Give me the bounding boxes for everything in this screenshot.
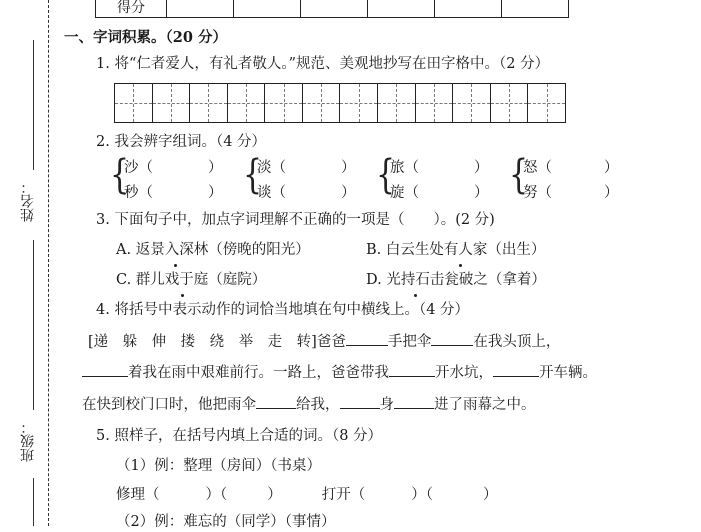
question-5: 5. 照样子，在括号内填上合适的词。（8 分） [96,428,383,444]
q5-text: ） [267,487,282,503]
fill-blank[interactable] [346,331,388,346]
pair2-bottom-close[interactable]: ） [341,185,356,201]
pair3-top-close[interactable]: ） [474,160,489,176]
score-cell [167,0,234,18]
q5-example-2: （2）例：难忘的（同学）（事情） [116,514,336,530]
fill-blank[interactable] [493,362,539,377]
pair3-top: 旅（ [390,160,419,176]
grid-cell[interactable] [153,84,191,122]
q4-line1 [88,331,560,352]
fill-blank[interactable] [256,394,296,409]
pair4-top-close[interactable]: ） [604,160,619,176]
fill-blank[interactable] [389,362,435,377]
emphasis-dot [181,294,184,297]
pair1-bottom: 秒（ [124,185,153,201]
q4-text: 在我头顶上， [473,334,561,350]
brace-2: { [243,151,263,199]
q4-line3 [82,394,536,415]
score-cell [234,0,301,18]
score-label: 得分 [96,0,167,18]
fill-blank[interactable] [394,394,434,409]
grid-cell[interactable] [416,84,454,122]
grid-cell[interactable] [378,84,416,122]
q5-text: 修理（ [116,487,160,503]
fill-blank[interactable] [82,362,128,377]
q5-example-1: （1）例：整理（房间）（书桌） [116,458,321,474]
q4-text: 手把伞 [387,334,432,350]
pair1-top-close[interactable]: ） [208,160,223,176]
question-1: 1. 将“仁者爱人，有礼者敬人。”规范、美观地抄写在田字格中。（2 分） [96,56,550,72]
grid-cell[interactable] [190,84,228,122]
option-b[interactable]: B. 白云生处有人家（出生） [366,242,546,258]
pair2-top: 淡（ [257,160,286,176]
pair4-top: 怒（ [523,160,552,176]
score-cell [435,0,502,18]
q4-text: 开水坑， [435,365,493,381]
grid-cell[interactable] [115,84,153,122]
extra-write-line [33,478,34,526]
emphasis-dot [174,264,177,267]
name-write-line [33,40,34,170]
pair2-top-close[interactable]: ） [341,160,356,176]
score-table [95,0,569,18]
emphasis-dot [459,264,462,267]
question-3: 3. 下面句子中，加点字词理解不正确的一项是（ ）。(2 分) [96,212,495,228]
q5-text: 打开（ [321,487,366,503]
grid-cell[interactable] [453,84,491,122]
pair2-bottom: 谈（ [257,185,286,201]
q4-text: 给我， [296,397,340,413]
binding-dashed-line [48,0,49,526]
grid-cell[interactable] [528,84,565,122]
pair4-bottom-close[interactable]: ） [604,185,619,201]
class-write-line [33,240,34,410]
pair3-bottom-close[interactable]: ） [474,185,489,201]
brace-4: { [509,151,529,199]
grid-cell[interactable] [340,84,378,122]
grid-cell[interactable] [265,84,303,122]
q5-text: ）（ [205,487,228,503]
section-title: 一、字词积累。（20 分） [64,29,227,46]
pair1-bottom-close[interactable]: ） [208,185,223,201]
option-a[interactable]: A. 返景入深林（傍晚的阳光） [116,242,310,258]
score-cell [502,0,569,18]
q4-text: 着我在雨中艰难前行。一路上，爸爸带我 [128,365,389,381]
q5-row-1 [116,485,498,505]
question-4: 4. 将括号中表示动作的词恰当地填在句中横线上。（4 分） [96,302,470,318]
grid-cell[interactable] [228,84,266,122]
pair4-bottom: 努（ [523,185,552,201]
option-d[interactable]: D. 光持石击瓮破之（拿着） [366,272,546,288]
word-bank: [递 躲 伸 搂 绕 举 走 转] [88,334,317,350]
q4-text: 身 [379,397,394,413]
grid-cell[interactable] [491,84,529,122]
grid-cell[interactable] [303,84,341,122]
class-label: 班级： [20,420,36,462]
brace-1: { [110,151,130,199]
fill-blank[interactable] [340,394,380,409]
q5-text: ） [483,487,498,503]
tianzige-grid[interactable] [114,83,566,123]
q4-text: 进了雨幕之中。 [434,397,536,413]
name-label: 姓名： [20,180,36,222]
option-c[interactable]: C. 群儿戏于庭（庭院） [116,272,267,288]
pair3-bottom: 旋（ [390,185,419,201]
fill-blank[interactable] [431,331,473,346]
q4-text: 爸爸 [316,334,346,350]
score-cell [301,0,368,18]
score-cell [368,0,435,18]
brace-3: { [376,151,396,199]
q4-line2 [82,362,597,383]
q5-text: ）（ [411,487,433,503]
q4-text: 在快到校门口时，他把雨伞 [82,397,256,413]
q4-text: 开车辆。 [539,365,597,381]
emphasis-dot [414,294,417,297]
question-2: 2. 我会辨字组词。（4 分） [96,134,267,150]
pair1-top: 沙（ [124,160,153,176]
